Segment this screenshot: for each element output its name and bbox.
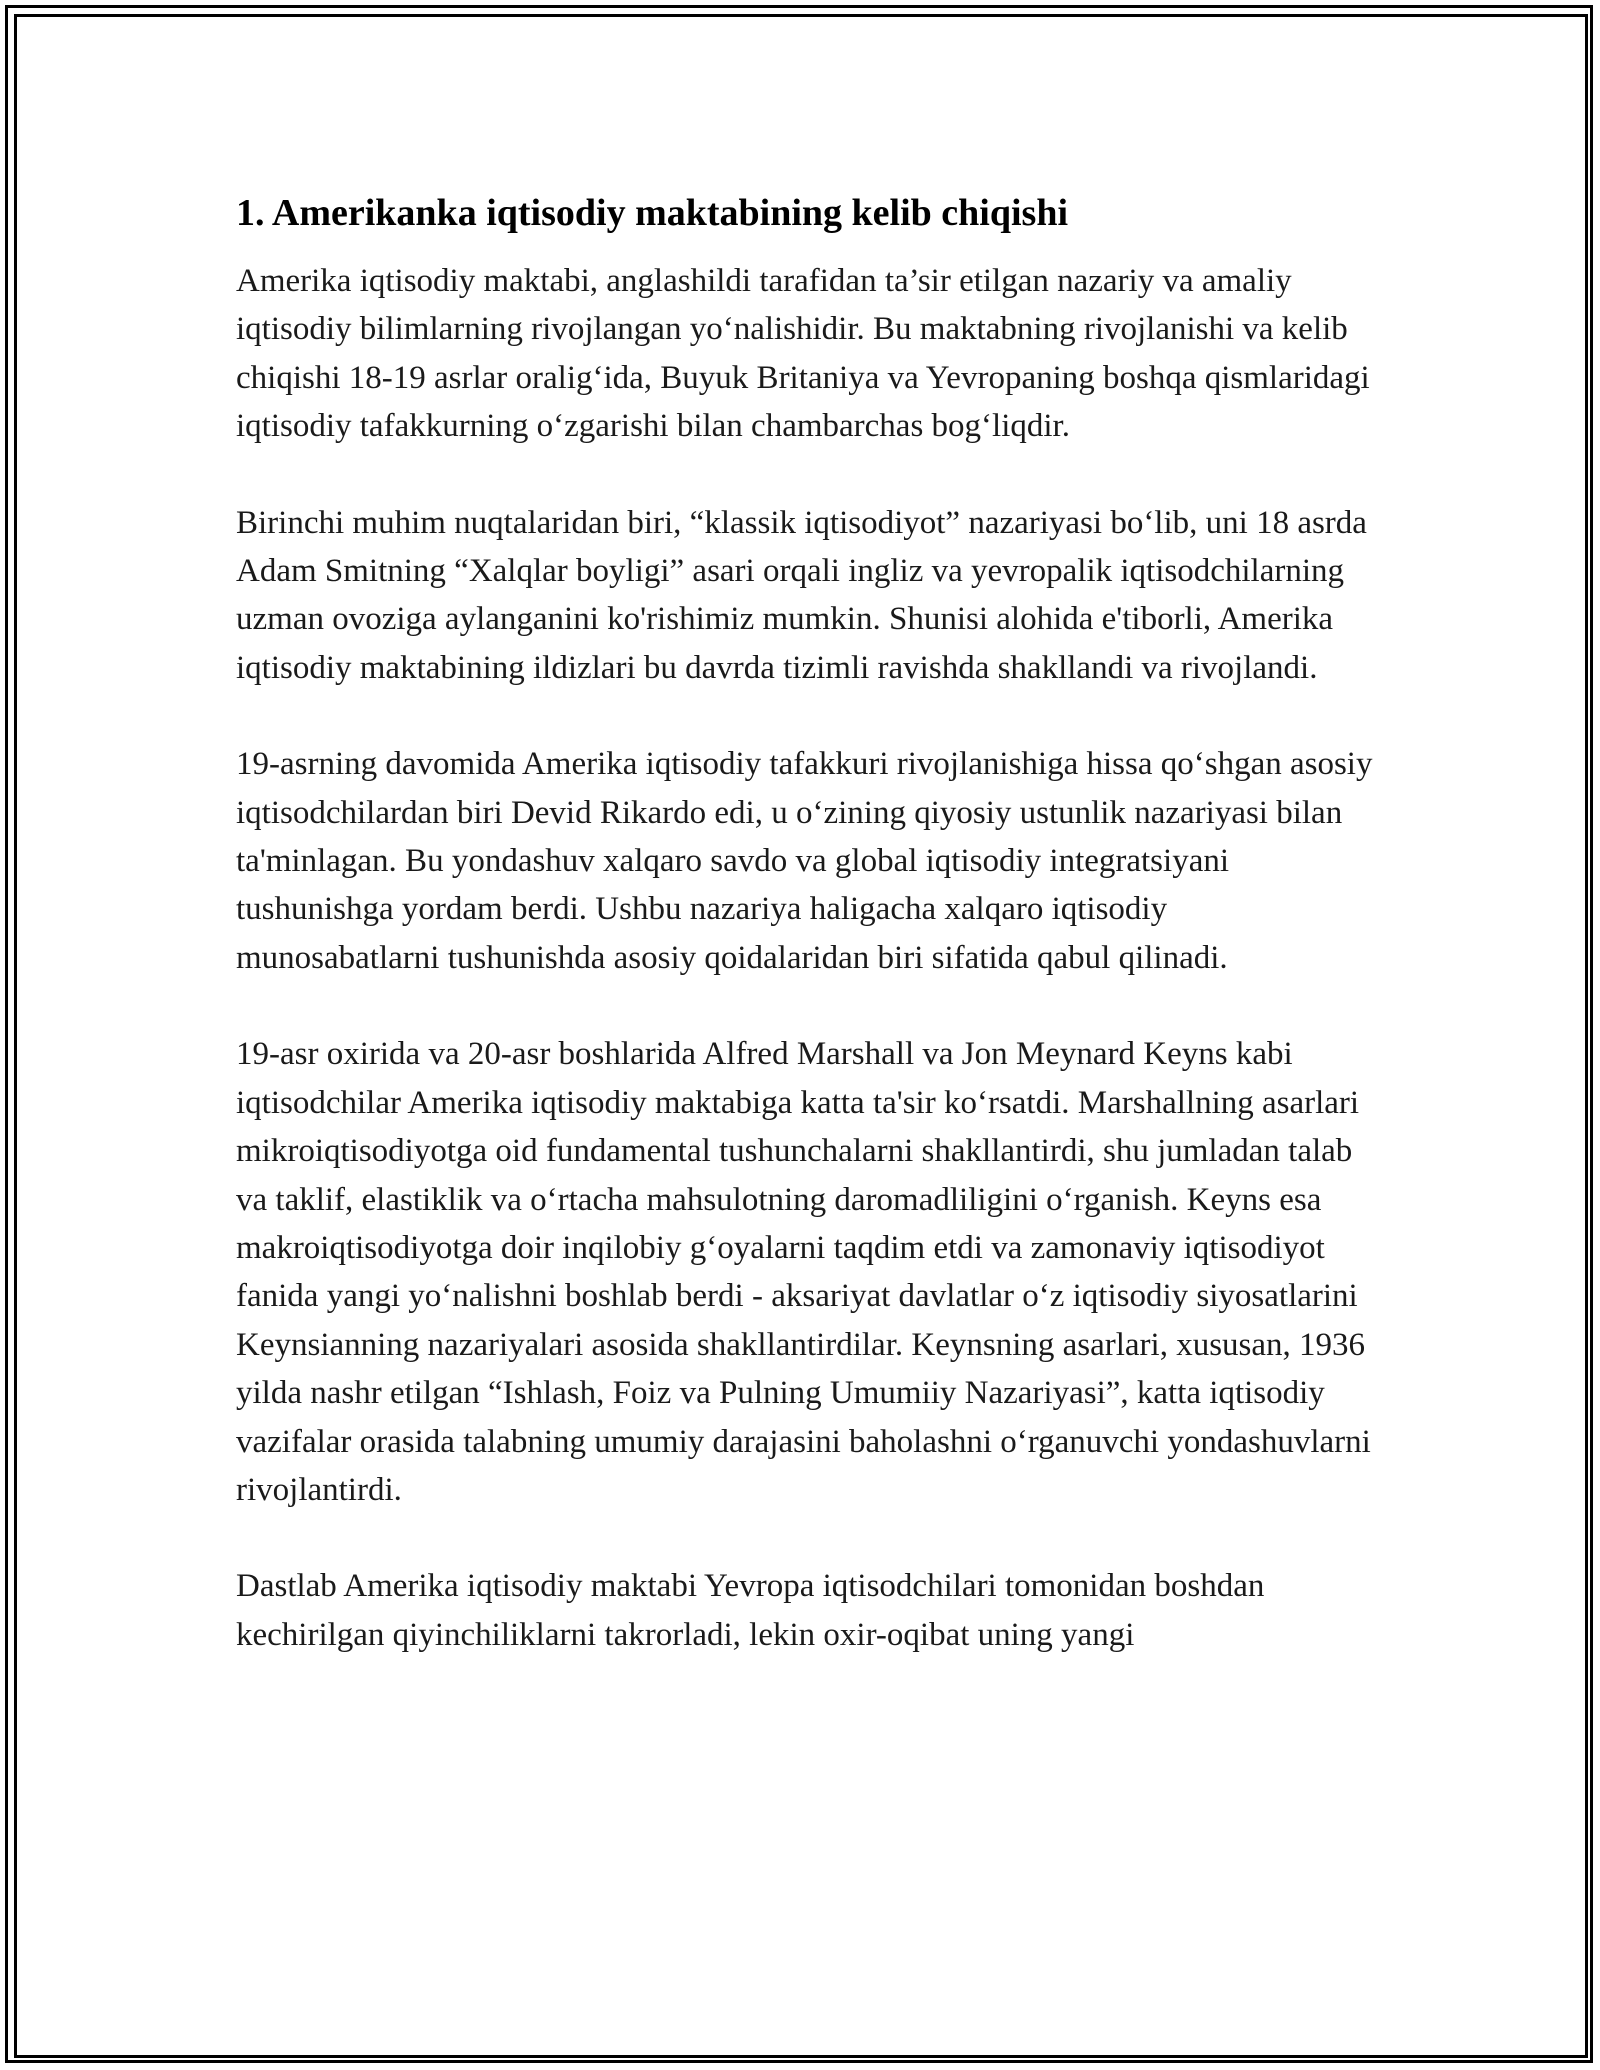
paragraph-1: Amerika iqtisodiy maktabi, anglashildi tarafidan ta’sir etilgan nazariy va amaliy iqtisodiy bilimlarning rivojlangan yo‘nalishidir. Bu maktabning rivojlanishi va kelib chiqishi 18-19 asrlar oralig‘ida, Buyuk Britaniya va Yevropaning boshqa qismlaridagi iqtisodiy tafakkurning o‘zgarishi bilan chambarchas bog‘liqdir. xyxy=(236,263,1370,445)
section-heading: 1. Amerikanka iqtisodiy maktabining kelib chiqishi xyxy=(236,192,1069,234)
document-body xyxy=(236,185,1376,1707)
paragraph-5: Dastlab Amerika iqtisodiy maktabi Yevropa iqtisodchilari tomonidan boshdan kechirilgan qiyinchiliklarni takrorladi, lekin oxir-oqibat uning yangi xyxy=(236,1568,1265,1653)
paragraph-3: 19-asrning davomida Amerika iqtisodiy tafakkuri rivojlanishiga hissa qo‘shgan asosiy iqtisodchilardan biri Devid Rikardo edi, u o‘zining qiyosiy ustunlik nazariyasi bilan ta'minlagan. Bu yondashuv xalqaro savdo va global iqtisodiy integratsiyani tushunishga yordam berdi. Ushbu nazariya haligacha xalqaro iqtisodiy munosabatlarni tushunishda asosiy qoidalaridan biri sifatida qabul qilinadi. xyxy=(236,746,1373,976)
paragraph-2: Birinchi muhim nuqtalaridan biri, “klassik iqtisodiyot” nazariyasi bo‘lib, uni 18 asrda Adam Smitning “Xalqlar boyligi” asari orqali ingliz va yevropalik iqtisodchilarning uzman ovoziga aylanganini ko'rishimiz mumkin. Shunisi alohida e'tiborli, Amerika iqtisodiy maktabining ildizlari bu davrda tizimli ravishda shakllandi va rivojlandi. xyxy=(236,504,1367,686)
paragraph-4: 19-asr oxirida va 20-asr boshlarida Alfred Marshall va Jon Meynard Keyns kabi iqtisodchilar Amerika iqtisodiy maktabiga katta ta'sir ko‘rsatdi. Marshallning asarlari mikroiqtisodiyotga oid fundamental tushunchalarni shakllantirdi, shu jumladan talab va taklif, elastiklik va o‘rtacha mahsulotning daromadliligini o‘rganish. Keyns esa makroiqtisodiyotga doir inqilobiy g‘oyalarni taqdim etdi va zamonaviy iqtisodiyot fanida yangi yo‘nalishni boshlab berdi - aksariyat davlatlar o‘z iqtisodiy siyosatlarini Keynsianning nazariyalari asosida shakllantirdilar. Keynsning asarlari, xususan, 1936 yilda nashr etilgan “Ishlash, Foiz va Pulning Umumiiy Nazariyasi”, katta iqtisodiy vazifalar orasida talabning umumiy darajasini baholashni o‘rganuvchi yondashuvlarni rivojlantirdi. xyxy=(236,1036,1371,1508)
